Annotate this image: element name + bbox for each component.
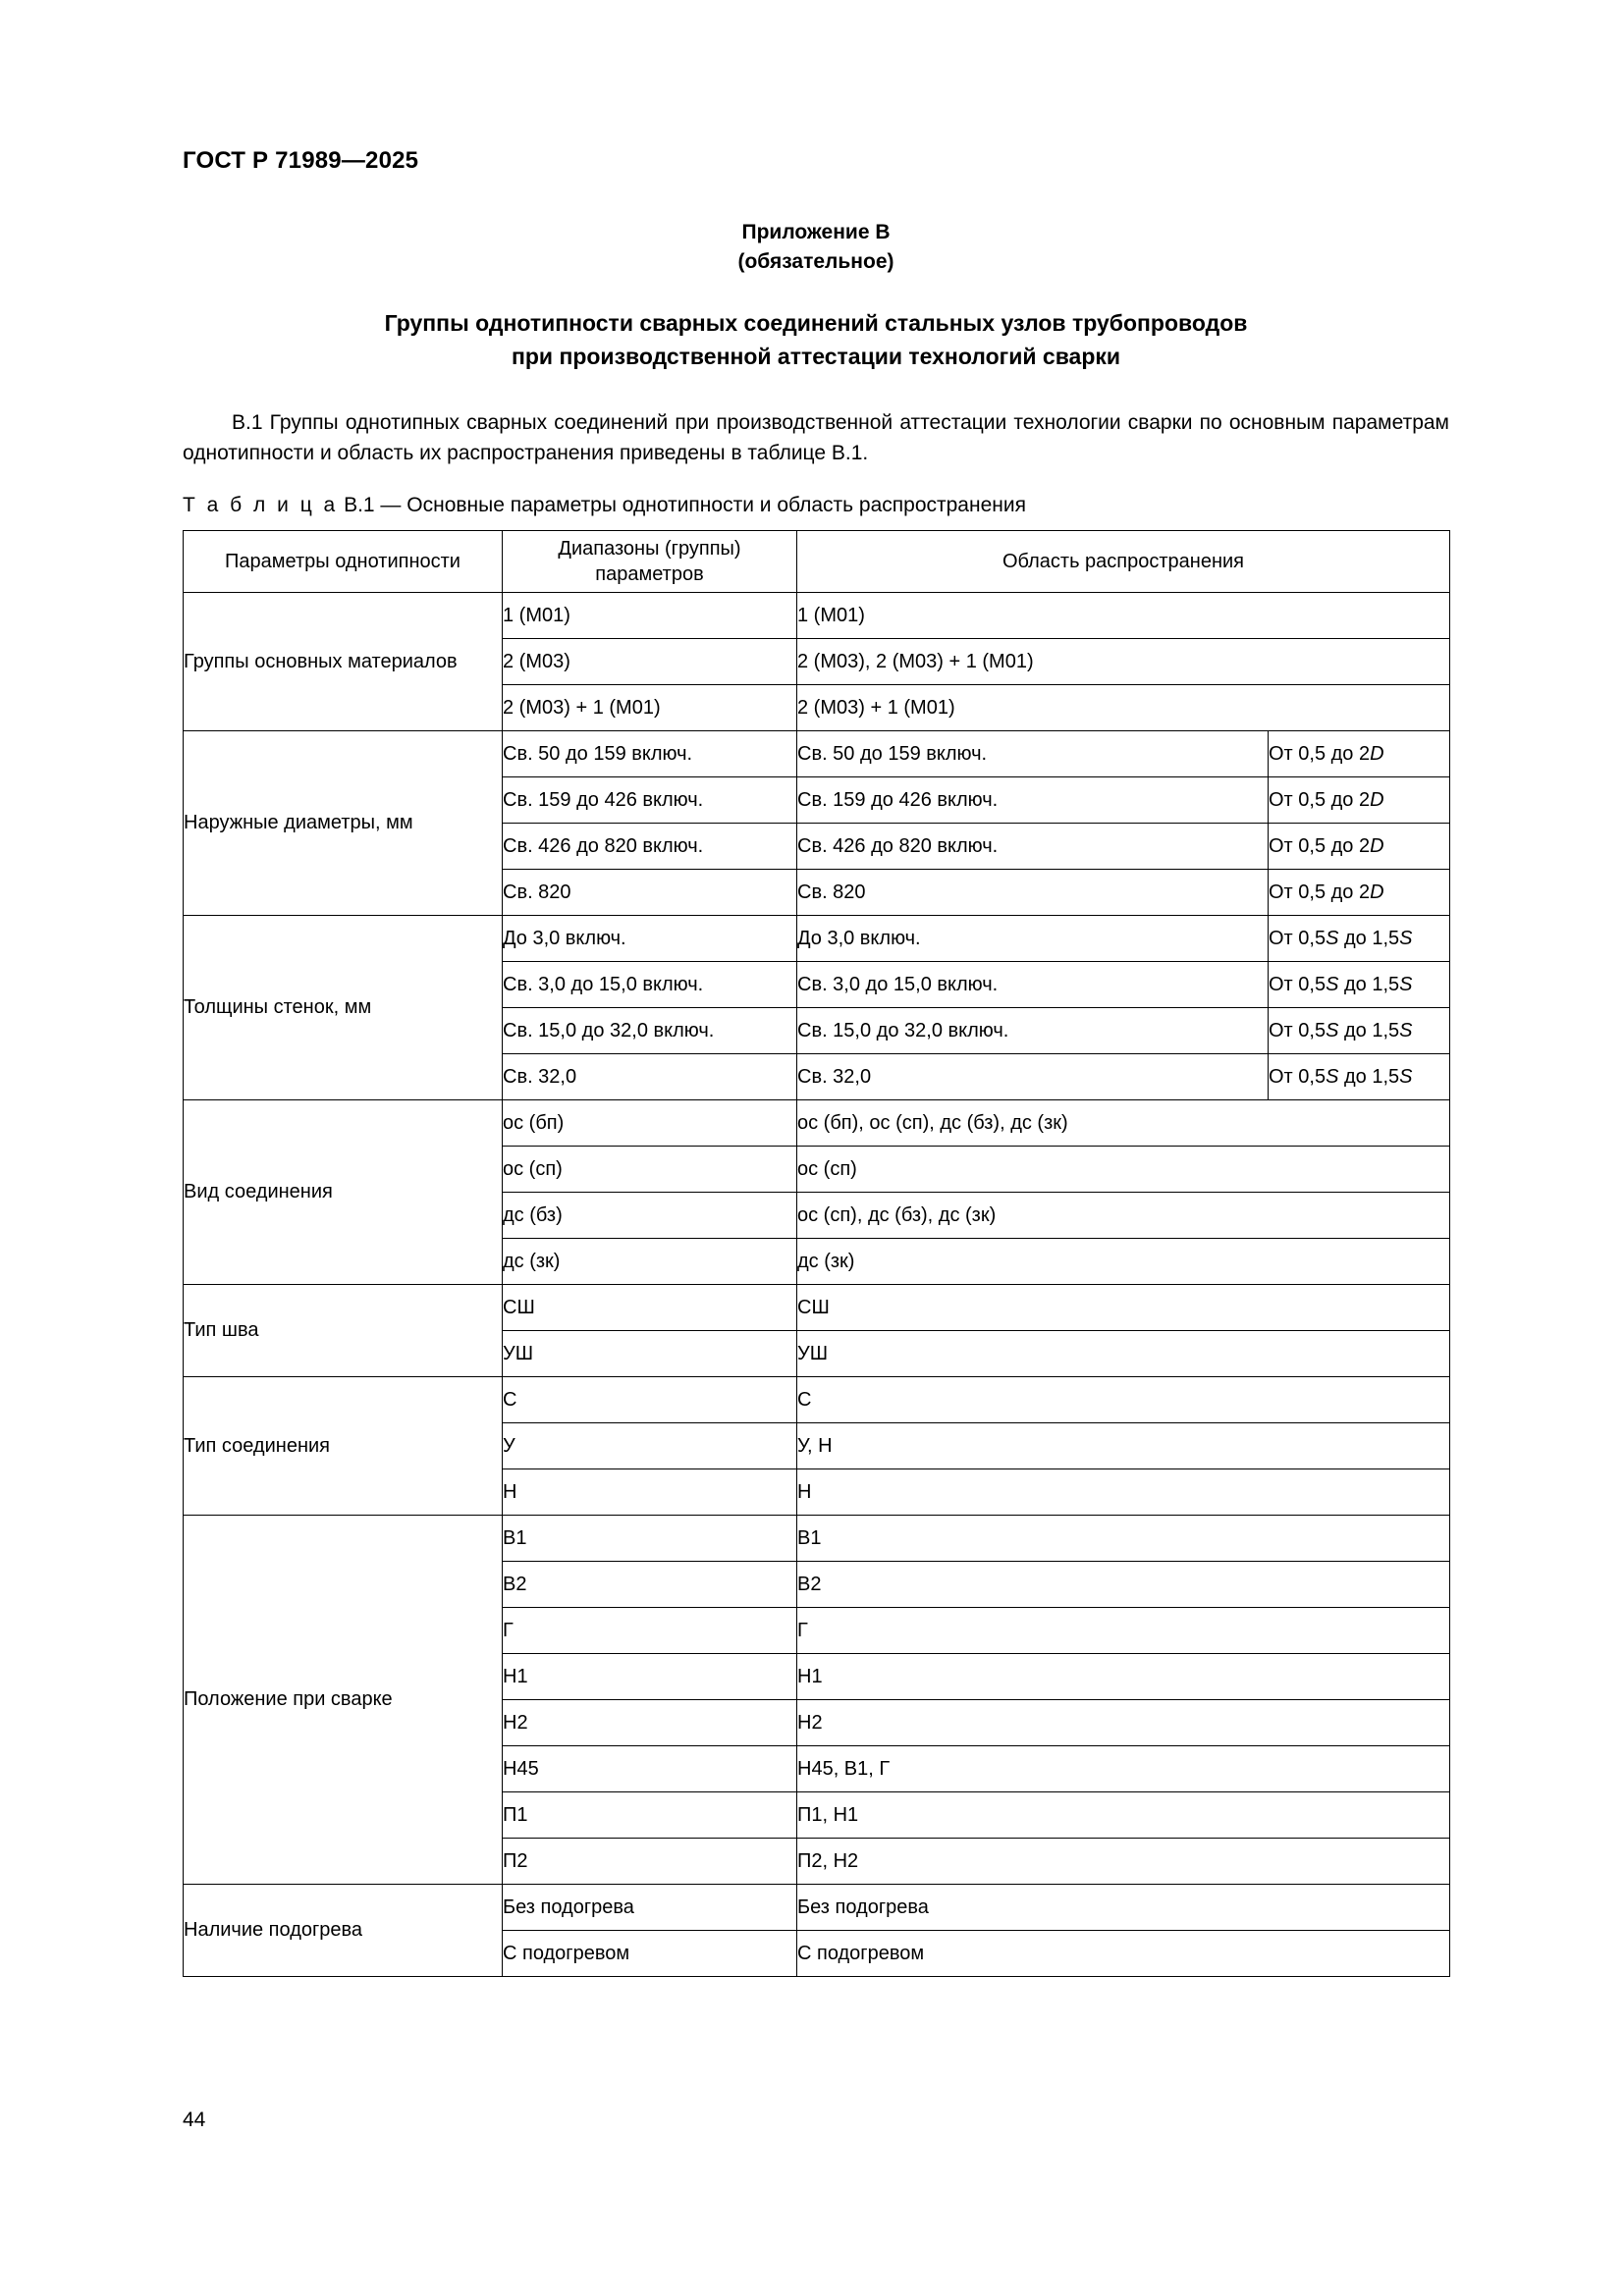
area-cell: Без подогрева	[797, 1885, 1450, 1931]
range-cell: ос (сп)	[503, 1147, 797, 1193]
table-body	[184, 593, 1450, 1977]
table-row	[184, 1516, 1450, 1562]
document-header: ГОСТ Р 71989—2025	[183, 147, 419, 174]
column-header-ranges-line-1: Диапазоны (группы)	[558, 538, 741, 560]
parameter-name-cell: Тип шва	[184, 1285, 503, 1377]
area-extent-cell: От 0,5 до 2D	[1269, 824, 1450, 870]
range-cell: 1 (М01)	[503, 593, 797, 639]
range-cell: Г	[503, 1608, 797, 1654]
area-cell: Св. 426 до 820 включ.	[797, 824, 1269, 870]
range-cell: Н1	[503, 1654, 797, 1700]
intro-paragraph	[183, 407, 1449, 468]
range-cell: С подогревом	[503, 1931, 797, 1977]
area-cell: Н	[797, 1469, 1450, 1516]
range-cell: С	[503, 1377, 797, 1423]
column-header-area: Область распространения	[797, 531, 1450, 593]
range-cell: В1	[503, 1516, 797, 1562]
parameter-name-cell: Группы основных материалов	[184, 593, 503, 731]
range-cell: Н	[503, 1469, 797, 1516]
table-row	[184, 593, 1450, 639]
area-cell: Св. 15,0 до 32,0 включ.	[797, 1008, 1269, 1054]
range-cell: дс (зк)	[503, 1239, 797, 1285]
parameter-name-cell: Толщины стенок, мм	[184, 916, 503, 1100]
range-cell: Св. 32,0	[503, 1054, 797, 1100]
intro-text: В.1 Группы однотипных сварных соединений при производственной аттестации технологии сварки по основным параметрам однотипности и область их распространения приведены в таблице В.1.	[183, 411, 1449, 464]
range-cell: Св. 159 до 426 включ.	[503, 777, 797, 824]
page-title-line-2: при производственной аттестации технологий сварки	[511, 344, 1121, 369]
homogeneity-parameters-table	[183, 530, 1450, 1977]
area-cell: УШ	[797, 1331, 1450, 1377]
column-header-ranges	[503, 531, 797, 593]
area-cell: П2, Н2	[797, 1839, 1450, 1885]
range-cell: Св. 820	[503, 870, 797, 916]
area-extent-cell: От 0,5 до 2D	[1269, 870, 1450, 916]
area-extent-cell: От 0,5S до 1,5S	[1269, 916, 1450, 962]
area-cell: ос (сп), дс (бз), дс (зк)	[797, 1193, 1450, 1239]
area-cell: 2 (М03), 2 (М03) + 1 (М01)	[797, 639, 1450, 685]
column-header-parameters: Параметры однотипности	[184, 531, 503, 593]
range-cell: Св. 426 до 820 включ.	[503, 824, 797, 870]
area-extent-cell: От 0,5S до 1,5S	[1269, 962, 1450, 1008]
page-number: 44	[183, 2109, 206, 2131]
area-cell: Св. 50 до 159 включ.	[797, 731, 1269, 777]
area-cell: В2	[797, 1562, 1450, 1608]
area-extent-cell: От 0,5 до 2D	[1269, 731, 1450, 777]
area-cell: СШ	[797, 1285, 1450, 1331]
range-cell: П1	[503, 1792, 797, 1839]
area-cell: Г	[797, 1608, 1450, 1654]
page-title-line-1: Группы однотипности сварных соединений стальных узлов трубопроводов	[384, 310, 1248, 336]
range-cell: Св. 15,0 до 32,0 включ.	[503, 1008, 797, 1054]
area-cell: Н45, В1, Г	[797, 1746, 1450, 1792]
table-row	[184, 1285, 1450, 1331]
parameter-name-cell: Наружные диаметры, мм	[184, 731, 503, 916]
range-cell: Н45	[503, 1746, 797, 1792]
area-cell: ос (сп)	[797, 1147, 1450, 1193]
area-cell: В1	[797, 1516, 1450, 1562]
page-title	[183, 306, 1449, 373]
range-cell: В2	[503, 1562, 797, 1608]
area-cell: До 3,0 включ.	[797, 916, 1269, 962]
column-header-ranges-line-2: параметров	[595, 563, 704, 585]
parameter-name-cell: Положение при сварке	[184, 1516, 503, 1885]
area-cell: У, Н	[797, 1423, 1450, 1469]
range-cell: До 3,0 включ.	[503, 916, 797, 962]
area-cell: Св. 820	[797, 870, 1269, 916]
area-cell: Н1	[797, 1654, 1450, 1700]
area-extent-cell: От 0,5 до 2D	[1269, 777, 1450, 824]
area-cell: П1, Н1	[797, 1792, 1450, 1839]
area-cell: 1 (М01)	[797, 593, 1450, 639]
table-row	[184, 1100, 1450, 1147]
table-caption-prefix: Т а б л и ц а	[183, 494, 339, 516]
range-cell: СШ	[503, 1285, 797, 1331]
parameter-name-cell: Наличие подогрева	[184, 1885, 503, 1977]
table-row	[184, 916, 1450, 962]
appendix-label: Приложение В	[741, 221, 891, 243]
area-cell: Св. 32,0	[797, 1054, 1269, 1100]
area-cell: дс (зк)	[797, 1239, 1450, 1285]
range-cell: 2 (М03) + 1 (М01)	[503, 685, 797, 731]
area-cell: С подогревом	[797, 1931, 1450, 1977]
parameter-name-cell: Вид соединения	[184, 1100, 503, 1285]
area-cell: Н2	[797, 1700, 1450, 1746]
range-cell: Св. 50 до 159 включ.	[503, 731, 797, 777]
range-cell: 2 (М03)	[503, 639, 797, 685]
area-extent-cell: От 0,5S до 1,5S	[1269, 1008, 1450, 1054]
parameter-name-cell: Тип соединения	[184, 1377, 503, 1516]
table-row	[184, 731, 1450, 777]
range-cell: дс (бз)	[503, 1193, 797, 1239]
area-cell: С	[797, 1377, 1450, 1423]
area-cell: ос (бп), ос (сп), дс (бз), дс (зк)	[797, 1100, 1450, 1147]
range-cell: УШ	[503, 1331, 797, 1377]
area-extent-cell: От 0,5S до 1,5S	[1269, 1054, 1450, 1100]
area-cell: Св. 3,0 до 15,0 включ.	[797, 962, 1269, 1008]
range-cell: У	[503, 1423, 797, 1469]
range-cell: П2	[503, 1839, 797, 1885]
table-header-row	[184, 531, 1450, 593]
range-cell: Св. 3,0 до 15,0 включ.	[503, 962, 797, 1008]
range-cell: ос (бп)	[503, 1100, 797, 1147]
area-cell: 2 (М03) + 1 (М01)	[797, 685, 1450, 731]
range-cell: Н2	[503, 1700, 797, 1746]
table-row	[184, 1377, 1450, 1423]
appendix-mandatory-note: (обязательное)	[737, 250, 894, 273]
appendix-heading	[183, 218, 1449, 277]
area-cell: Св. 159 до 426 включ.	[797, 777, 1269, 824]
table-caption-text: В.1 — Основные параметры однотипности и область распространения	[344, 494, 1026, 516]
range-cell: Без подогрева	[503, 1885, 797, 1931]
table-row	[184, 1885, 1450, 1931]
table-caption	[183, 491, 1449, 520]
